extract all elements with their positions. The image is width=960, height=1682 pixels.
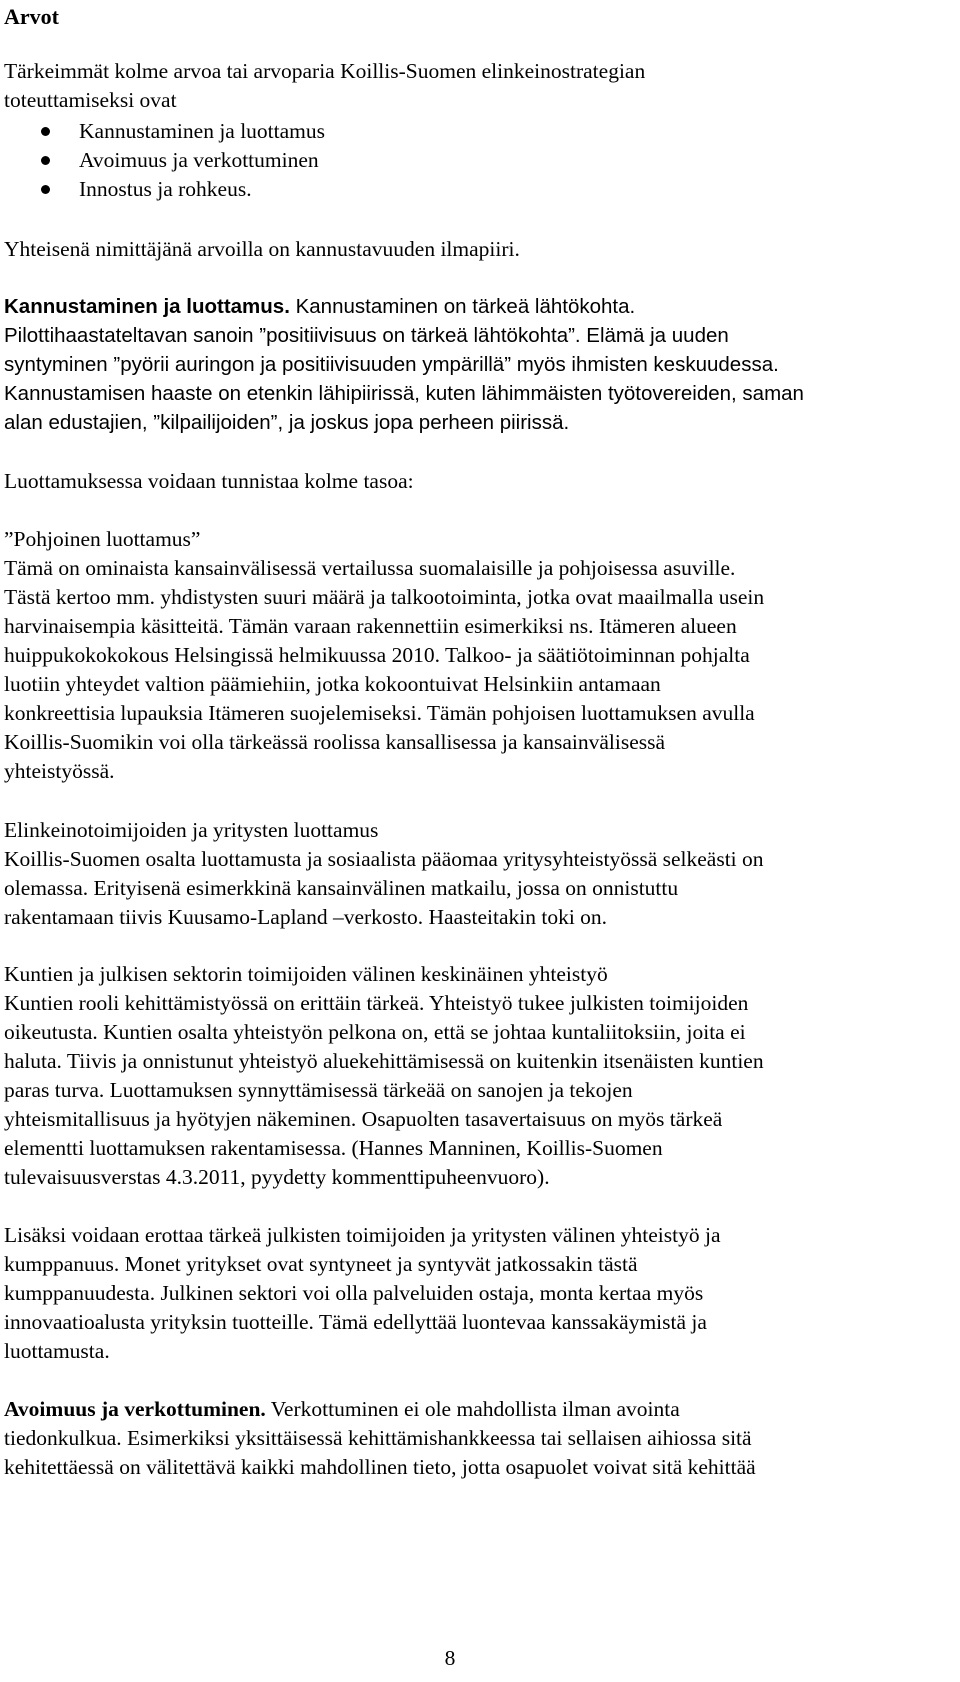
business-trust-section: Elinkeinotoimijoiden ja yritysten luottamus Koillis-Suomen osalta luottamusta ja sosiaalista pääomaa yritysyhteistyössä selkeästi on olemassa. Erityisenä esimerkkinä kansainvälinen matkailu, jossa on onnistuttu rakentamaan tiivis Kuusamo-Lapland –verkosto. Haasteitakin toki on. bbox=[4, 818, 764, 929]
northern-trust-section: ”Pohjoinen luottamus” Tämä on ominaista kansainvälisessä vertailussa suomalaisille ja pohjoisessa asuville. Tästä kertoo mm. yhdistysten suuri määrä ja talkootoiminta, jotka ovat maailmalla usein harvinaisempia käsitteitä. Tämän varaan rakennettiin esimerkiksi ns. Itämeren alueen huippukokokokous Helsingissä helmikuussa 2010. Talkoo- ja säätiötoiminnan pohjalta luotiin yhteydet valtion päämiehiin, jotka kokoontuivat Helsinkiin antamaan konkreettisia lupauksia Itämeren suojelemiseksi. Tämän pohjoisen luottamuksen avulla Koillis-Suomikin voi olla tärkeässä roolissa kansallisessa ja kansainvälisessä yhteistyössä. bbox=[4, 527, 765, 783]
section-title: Kuntien ja julkisen sektorin toimijoiden välinen keskinäinen yhteistyö bbox=[4, 962, 608, 986]
section-title: Elinkeinotoimijoiden ja yritysten luottamus bbox=[4, 818, 379, 842]
page-number: 8 bbox=[444, 1646, 456, 1670]
list-item: Avoimuus ja verkottuminen bbox=[0, 146, 325, 175]
openness-section: Avoimuus ja verkottuminen. Verkottuminen ei ole mahdollista ilman avointa tiedonkulkua. Esimerkiksi yksittäisessä kehittämishankkeessa tai sellaisen aihiossa sitä kehitettäessä on välitettävä kaikki mahdollinen tieto, jotta osapuolet voivat sitä kehittää bbox=[4, 1397, 756, 1479]
encouragement-section: Kannustaminen ja luottamus. Kannustaminen on tärkeä lähtökohta. Pilottihaastateltavan sanoin ”positiivisuus on tärkeä lähtökohta”. Elämä ja uuden syntyminen ”pyörii auringon ja positiivisuuden ympärillä” myös ihmisten keskuudessa. Kannustamisen haaste on etenkin lähipiirissä, kuten lähimmäisten työtovereiden, saman alan edustajien, ”kilpailijoiden”, ja joskus jopa perheen piirissä. bbox=[4, 295, 804, 434]
intro-line: Tärkeimmät kolme arvoa tai arvoparia Koillis-Suomen elinkeinostrategian bbox=[4, 59, 646, 83]
trust-levels-intro: Luottamuksessa voidaan tunnistaa kolme tasoa: bbox=[4, 469, 414, 493]
page-heading: Arvot bbox=[4, 4, 59, 29]
bullet-icon bbox=[41, 156, 50, 165]
list-item: Innostus ja rohkeus. bbox=[0, 175, 325, 204]
section-title: Kannustaminen ja luottamus. bbox=[4, 295, 290, 318]
bullet-icon bbox=[41, 127, 50, 136]
public-private-section: Lisäksi voidaan erottaa tärkeä julkisten toimijoiden ja yritysten välinen yhteistyö ja kumppanuus. Monet yritykset ovat syntyneet ja syntyvät jatkossakin tästä kumppanuudesta. Julkinen sektori voi olla palveluiden ostaja, monta kertaa myös innovaatioalusta yrityksin tuotteille. Tämä edellyttää luontevaa kanssakäymistä ja luottamusta. bbox=[4, 1223, 721, 1363]
section-title: Avoimuus ja verkottuminen. bbox=[4, 1397, 266, 1421]
municipal-cooperation-section: Kuntien ja julkisen sektorin toimijoiden välinen keskinäinen yhteistyö Kuntien rooli kehittämistyössä on erittäin tärkeä. Yhteistyö tukee julkisten toimijoiden oikeutusta. Kuntien osalta yhteistyön pelkona on, että se johtaa kuntaliitoksiin, joita ei haluta. Tiivis ja onnistunut yhteistyö aluekehittämisessä on kuitenkin itsenäisten kuntien paras turva. Luottamuksen synnyttämisessä tärkeää on sanojen ja tekojen yhteismitallisuus ja hyötyjen näkeminen. Osapuolten tasavertaisuus on myös tärkeä elementti luottamuksen rakentamisessa. (Hannes Manninen, Koillis-Suomen tulevaisuusverstas 4.3.2011, pyydetty kommenttipuheenvuoro). bbox=[4, 962, 764, 1189]
section-title: ”Pohjoinen luottamus” bbox=[4, 527, 201, 551]
intro-line: toteuttamiseksi ovat bbox=[4, 88, 177, 112]
common-denominator-paragraph: Yhteisenä nimittäjänä arvoilla on kannustavuuden ilmapiiri. bbox=[4, 237, 520, 261]
values-list bbox=[0, 117, 325, 204]
bullet-icon bbox=[41, 185, 50, 194]
intro-paragraph bbox=[4, 57, 934, 115]
list-item: Kannustaminen ja luottamus bbox=[0, 117, 325, 146]
